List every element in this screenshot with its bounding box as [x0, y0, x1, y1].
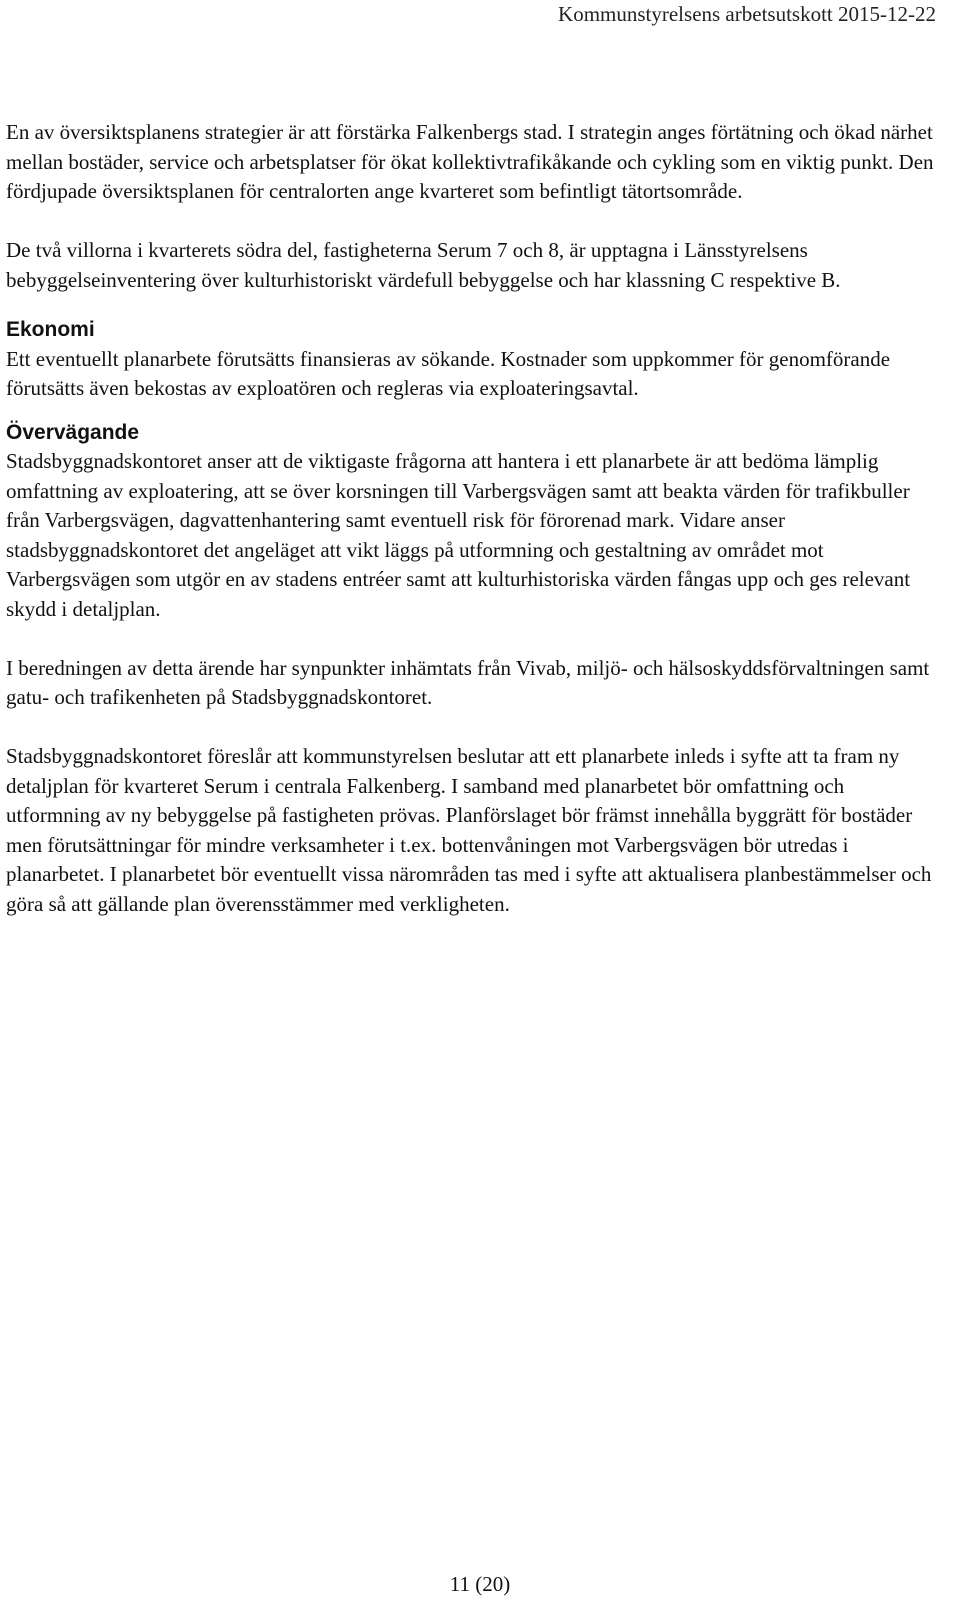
paragraph-overvagande: Stadsbyggnadskontoret anser att de viktigaste frågorna att hantera i ett planarbete är att bedöma lämplig omfattning av exploatering, att se över korsningen till Varbergsvägen samt att beakta värden för trafikbuller från Varbergsvägen, dagvattenhantering samt eventuell risk för förorenad mark. Vidare anser stadsbyggnadskontoret det angeläget att vikt läggs på utformning och gestaltning av området mot Varbergsvägen som utgör en av stadens entréer samt att kulturhistoriska värden fångas upp och ges relevant skydd i detaljplan. [6, 449, 911, 621]
page-number: 11 (20) [449, 1572, 511, 1596]
heading-ekonomi: Ekonomi [6, 318, 95, 341]
paragraph-ekonomi: Ett eventuellt planarbete förutsätts finansieras av sökande. Kostnader som uppkommer för genomförande förutsätts även bekostas av exploatören och regleras via exploateringsavtal. [6, 346, 891, 400]
document-body [6, 118, 936, 919]
paragraph-villas: De två villorna i kvarterets södra del, fastigheterna Serum 7 och 8, är upptagna i Länsstyrelsens bebyggelseinventering över kulturhistoriskt värdefull bebyggelse och har klassning C respektive B. [6, 238, 841, 292]
paragraph-strategy: En av översiktsplanens strategier är att förstärka Falkenbergs stad. I strategin anges förtätning och ökad närhet mellan bostäder, service och arbetsplatser för ökat kollektivtrafikåkande och cykling som en viktig punkt. Den fördjupade översiktsplanen för centralorten ange kvarteret som befintligt tätortsområde. [6, 120, 934, 203]
document-header: Kommunstyrelsens arbetsutskott 2015-12-22 [558, 2, 936, 26]
heading-overvagande: Övervägande [6, 420, 140, 444]
paragraph-beredning: I beredningen av detta ärende har synpunkter inhämtats från Vivab, miljö- och hälsoskyddsförvaltningen samt gatu- och trafikenheten på Stadsbyggnadskontoret. [6, 655, 930, 709]
paragraph-proposal: Stadsbyggnadskontoret föreslår att kommunstyrelsen beslutar att ett planarbete inleds i syfte att ta fram ny detaljplan för kvarteret Serum i centrala Falkenberg. I samband med planarbetet bör omfattning och utformning av ny bebyggelse på fastigheten prövas. Planförslaget bör främst innehålla byggrätt för bostäder men förutsättningar för mindre verksamheter i t.ex. bottenvåningen mot Varbergsvägen bör utredas i planarbetet. I planarbetet bör eventuellt vissa närområden tas med i syfte att aktualisera planbestämmelser och göra så att gällande plan överensstämmer med verkligheten. [6, 744, 932, 916]
